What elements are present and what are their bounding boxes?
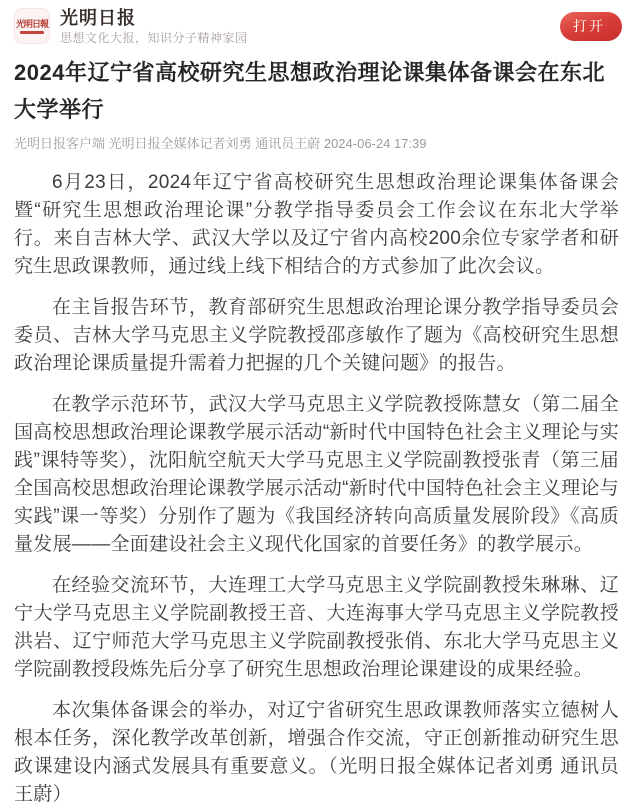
app-tagline: 思想文化大报，知识分子精神家园 — [60, 30, 248, 45]
article-paragraph: 在经验交流环节，大连理工大学马克思主义学院副教授朱琳琳、辽宁大学马克思主义学院副教授王音、大连海事大学马克思主义学院教授洪岩、辽宁师范大学马克思主义学院副教授张俏、东北大学马克思主义学院副教授段炼先后分享了研究生思想政治理论课建设的成果经验。 — [14, 575, 619, 680]
article-body — [14, 169, 619, 809]
article-title: 2024年辽宁省高校研究生思想政治理论课集体备课会在东北大学举行 — [14, 60, 605, 122]
app-banner — [0, 0, 633, 52]
article-byline: 光明日报客户端 光明日报全媒体记者刘勇 通讯员王蔚 2024-06-24 17:39 — [14, 136, 427, 151]
article-paragraph: 在教学示范环节，武汉大学马克思主义学院教授陈慧女（第二届全国高校思想政治理论课教学展示活动“新时代中国特色社会主义理论与实践”课特等奖），沈阳航空航天大学马克思主义学院副教授张青（第三届全国高校思想政治理论课教学展示活动“新时代中国特色社会主义理论与实践”课一等奖）分别作了题为《我国经济转向高质量发展阶段》《高质量发展——全面建设社会主义现代化国家的首要任务》的教学展示。 — [14, 394, 619, 555]
open-app-button[interactable]: 打开 — [560, 12, 622, 41]
article-paragraph: 本次集体备课会的举办，对辽宁省研究生思政课教师落实立德树人根本任务，深化教学改革创新，增强合作交流，守正创新推动研究生思政课建设内涵式发展具有重要意义。（光明日报全媒体记者刘勇 通讯员王蔚） — [14, 700, 619, 805]
app-info — [60, 8, 560, 45]
logo-text: 光明日報 — [15, 18, 48, 29]
app-name: 光明日报 — [60, 7, 136, 28]
logo-underline-bar — [20, 31, 44, 34]
article — [0, 54, 633, 809]
article-paragraph: 6月23日，2024年辽宁省高校研究生思想政治理论课集体备课会暨“研究生思想政治理论课”分教学指导委员会工作会议在东北大学举行。来自吉林大学、武汉大学以及辽宁省内高校200余位专家学者和研究生思政课教师，通过线上线下相结合的方式参加了此次会议。 — [14, 172, 619, 277]
guangming-daily-logo-icon — [14, 8, 50, 44]
article-paragraph: 在主旨报告环节，教育部研究生思想政治理论课分教学指导委员会委员、吉林大学马克思主义学院教授邵彦敏作了题为《高校研究生思想政治理论课质量提升需着力把握的几个关键问题》的报告。 — [14, 297, 619, 374]
